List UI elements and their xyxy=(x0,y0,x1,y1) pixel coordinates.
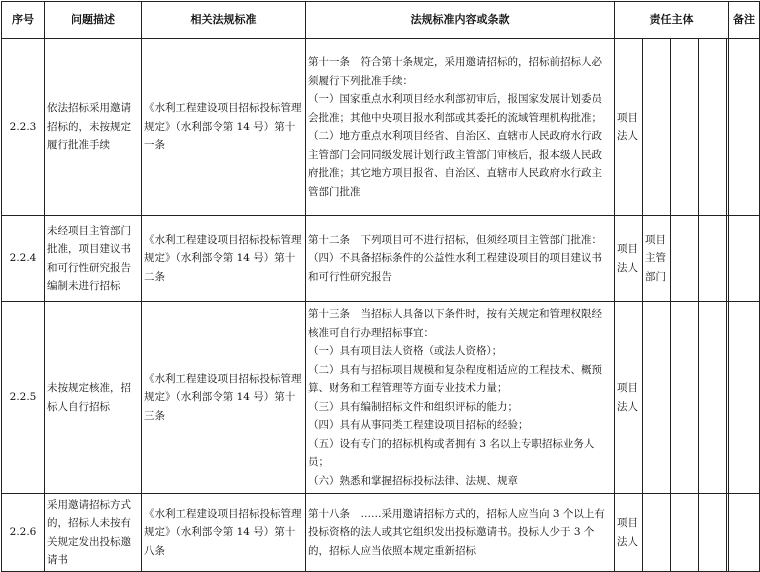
clause-cell xyxy=(306,494,615,572)
remark-cell xyxy=(729,302,760,494)
regulation-cell: 《水利工程建设项目招标投标管理规定》（水利部令第 14 号）第十一条 xyxy=(142,39,306,216)
clause-line: （二）具有与招标项目规模和复杂程度相适应的工程技术、概预算、财务和工程管理等方面专业技术力量； xyxy=(308,363,602,394)
issue-cell: 采用邀请招标方式的，招标人未按有关规定发出投标邀请书 xyxy=(45,494,142,572)
responsible-entity-1: 项目法人 xyxy=(615,39,643,216)
issue-cell: 依法招标采用邀请招标的，未按规定履行批准手续 xyxy=(45,39,142,216)
clause-cell xyxy=(306,39,615,216)
regulation-cell: 《水利工程建设项目招标投标管理规定》（水利部令第 14 号）第十三条 xyxy=(142,302,306,494)
table-row xyxy=(2,216,760,302)
remark-cell xyxy=(729,216,760,302)
responsible-empty-cell xyxy=(699,39,727,216)
clause-line: （四）具有从事同类工程建设项目招标的经验； xyxy=(308,419,529,431)
header-row xyxy=(2,2,760,39)
clause-cell xyxy=(306,302,615,494)
table-row xyxy=(2,494,760,572)
clause-line: 第十三条 当招标人具备以下条件时，按有关规定和管理权限经核准可自行办理招标事宜： xyxy=(308,308,602,339)
header-issue: 问题描述 xyxy=(45,2,142,39)
clause-line: 第十二条 下列项目可不进行招标，但须经项目主管部门批准： xyxy=(308,233,602,246)
table-row xyxy=(2,302,760,494)
row-number: 2.2.3 xyxy=(2,39,45,216)
clause-line: （五）设有专门的招标机构或者拥有 3 名以上专职招标业务人员； xyxy=(308,437,595,468)
issue-cell: 未按规定核准，招标人自行招标 xyxy=(45,302,142,494)
clause-line: （一）具有项目法人资格（或法人资格）； xyxy=(308,345,503,357)
regulation-table xyxy=(1,1,760,572)
clause-line: （四）不具备招标条件的公益性水利工程建设项目的项目建议书和可行性研究报告 xyxy=(308,252,602,283)
header-responsible: 责任主体 xyxy=(615,2,729,39)
clause-line: 第十一条 符合第十条规定，采用邀请招标的，招标前招标人必须履行下列批准手续： xyxy=(308,56,602,87)
clause-line: （六）熟悉和掌握招标投标法律、法规、规章 xyxy=(308,474,518,487)
table-row xyxy=(2,39,760,216)
responsible-entity-1: 项目法人 xyxy=(615,216,643,302)
header-clause: 法规标准内容或条款 xyxy=(306,2,615,39)
responsible-entity-1: 项目法人 xyxy=(615,494,643,572)
responsible-empty-cell xyxy=(671,302,699,494)
regulation-cell: 《水利工程建设项目招标投标管理规定》（水利部令第 14 号）第十八条 xyxy=(142,494,306,572)
clause-line: （三）具有编制招标文件和组织评标的能力； xyxy=(308,400,518,413)
header-regulation: 相关法规标准 xyxy=(142,2,306,39)
responsible-empty-cell xyxy=(671,39,699,216)
responsible-entity-2: 项目主管部门 xyxy=(643,216,671,302)
header-no: 序号 xyxy=(2,2,45,39)
regulation-cell: 《水利工程建设项目招标投标管理规定》（水利部令第 14 号）第十二条 xyxy=(142,216,306,302)
issue-cell: 未经项目主管部门批准，项目建议书和可行性研究报告编制未进行招标 xyxy=(45,216,142,302)
responsible-entity-2 xyxy=(643,494,671,572)
row-number: 2.2.4 xyxy=(2,216,45,302)
clause-line: （二）地方重点水利项目经省、自治区、直辖市人民政府水行政主管部门会同同级发展计划行政主管部门审核后，报本级人民政府批准；其它地方项目报省、自治区、直辖市人民政府水行政主管部门批准 xyxy=(308,130,602,198)
clause-cell xyxy=(306,216,615,302)
remark-cell xyxy=(729,494,760,572)
remark-cell xyxy=(729,39,760,216)
responsible-entity-2 xyxy=(643,302,671,494)
clause-line: （一）国家重点水利项目经水利部初审后，报国家发展计划委员会批准；其他中央项目报水利部或其委托的流域管理机构批准； xyxy=(308,93,602,124)
header-remark: 备注 xyxy=(729,2,760,39)
responsible-empty-cell xyxy=(699,494,727,572)
responsible-empty-cell xyxy=(671,494,699,572)
row-number: 2.2.6 xyxy=(2,494,45,572)
responsible-entity-1: 项目法人 xyxy=(615,302,643,494)
responsible-empty-cell xyxy=(699,302,727,494)
responsible-entity-2 xyxy=(643,39,671,216)
clause-line: 第十八条 ……采用邀请招标方式的，招标人应当向 3 个以上有投标资格的法人或其它组织发出投标邀请书。投标人少于 3 个的，招标人应当依照本规定重新招标 xyxy=(308,507,605,557)
row-number: 2.2.5 xyxy=(2,302,45,494)
responsible-empty-cell xyxy=(671,216,699,302)
responsible-empty-cell xyxy=(699,216,727,302)
